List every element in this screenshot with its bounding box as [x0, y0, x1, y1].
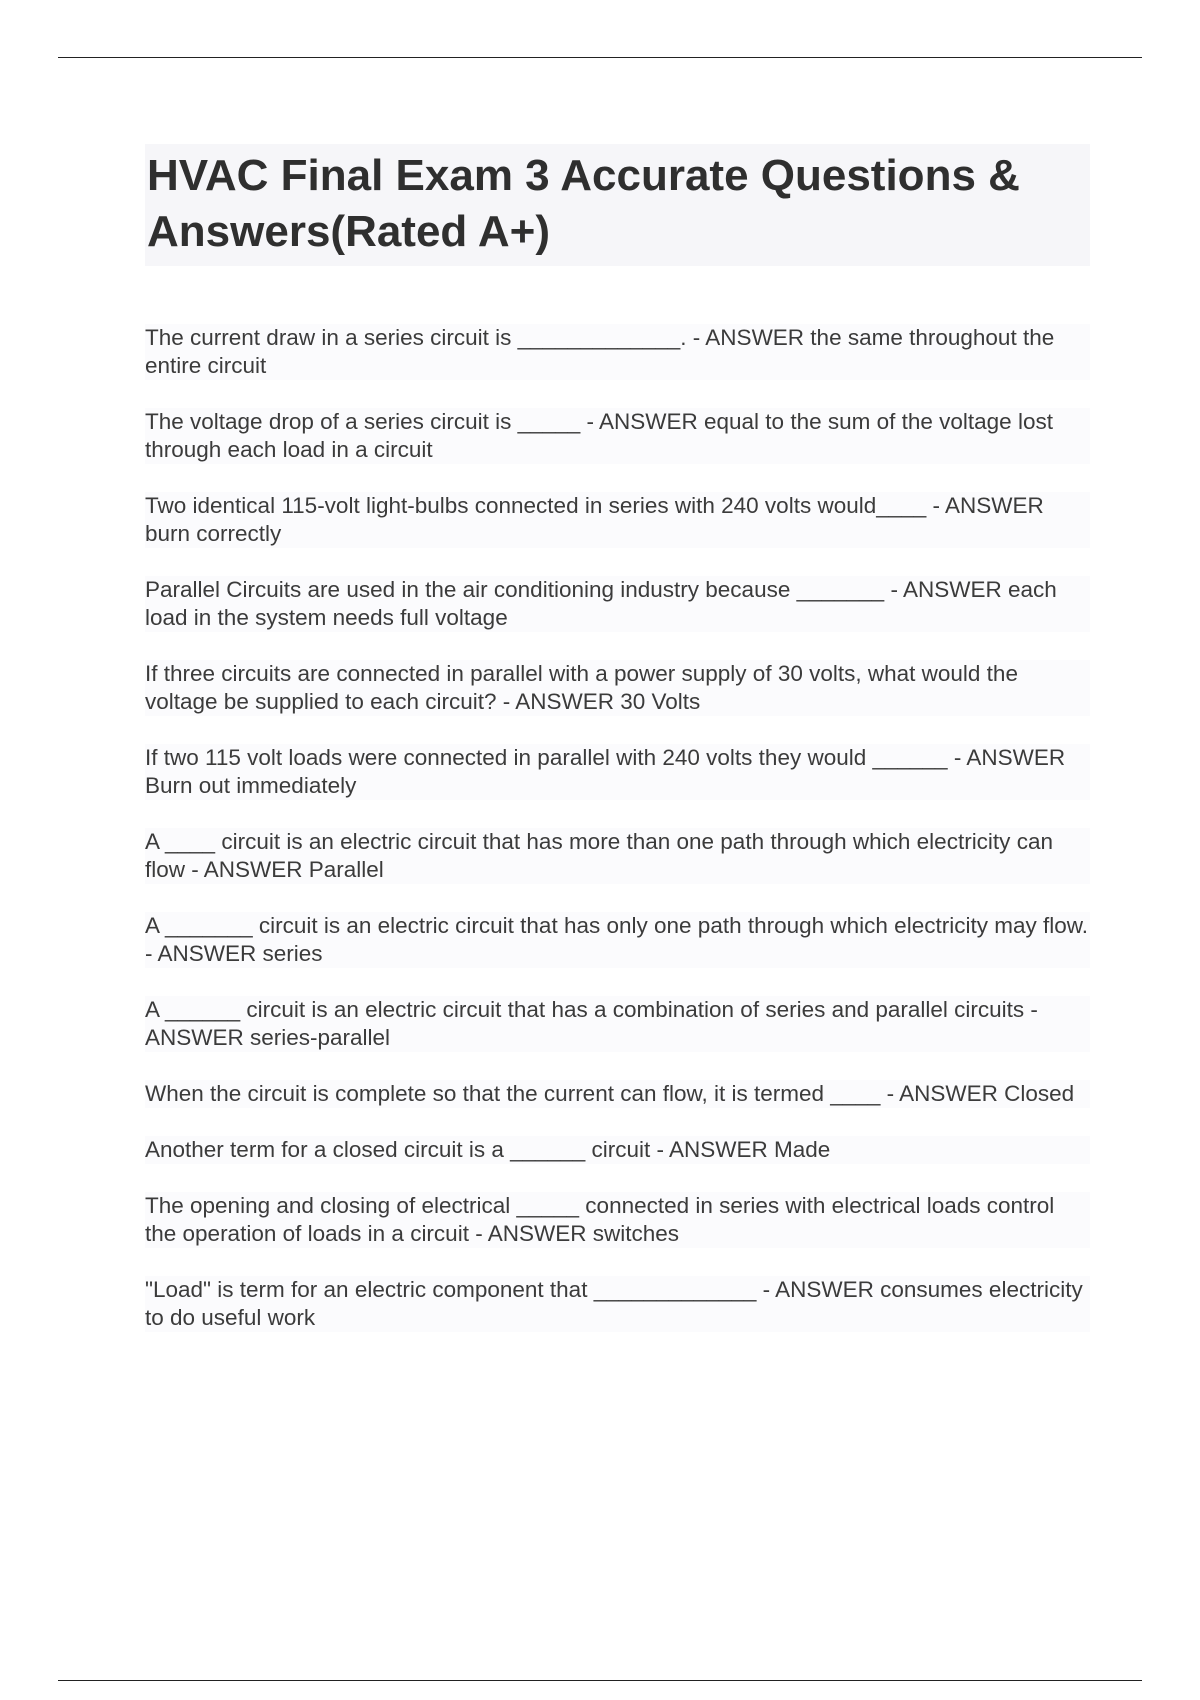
qa-item: A ____ circuit is an electric circuit that has more than one path through which electricity can flow - ANSWER Parallel — [145, 828, 1090, 884]
document-title: HVAC Final Exam 3 Accurate Questions & Answers(Rated A+) — [145, 144, 1090, 266]
top-divider — [58, 57, 1142, 58]
qa-list — [145, 324, 1090, 1332]
qa-item: The current draw in a series circuit is _____________. - ANSWER the same throughout the entire circuit — [145, 324, 1090, 380]
qa-item: If three circuits are connected in parallel with a power supply of 30 volts, what would the voltage be supplied to each circuit? - ANSWER 30 Volts — [145, 660, 1090, 716]
bottom-divider — [58, 1680, 1142, 1681]
qa-item: If two 115 volt loads were connected in parallel with 240 volts they would ______ - ANSWER Burn out immediately — [145, 744, 1090, 800]
qa-item: A ______ circuit is an electric circuit that has a combination of series and parallel circuits - ANSWER series-parallel — [145, 996, 1090, 1052]
qa-item: Another term for a closed circuit is a ______ circuit - ANSWER Made — [145, 1136, 1090, 1164]
document-body — [145, 144, 1090, 1360]
qa-item: The opening and closing of electrical _____ connected in series with electrical loads control the operation of loads in a circuit - ANSWER switches — [145, 1192, 1090, 1248]
qa-item: The voltage drop of a series circuit is _____ - ANSWER equal to the sum of the voltage lost through each load in a circuit — [145, 408, 1090, 464]
qa-item: A _______ circuit is an electric circuit that has only one path through which electricity may flow. - ANSWER series — [145, 912, 1090, 968]
qa-item: Two identical 115-volt light-bulbs connected in series with 240 volts would____ - ANSWER burn correctly — [145, 492, 1090, 548]
qa-item: When the circuit is complete so that the current can flow, it is termed ____ - ANSWER Closed — [145, 1080, 1090, 1108]
qa-item: "Load" is term for an electric component that _____________ - ANSWER consumes electricity to do useful work — [145, 1276, 1090, 1332]
qa-item: Parallel Circuits are used in the air conditioning industry because _______ - ANSWER each load in the system needs full voltage — [145, 576, 1090, 632]
